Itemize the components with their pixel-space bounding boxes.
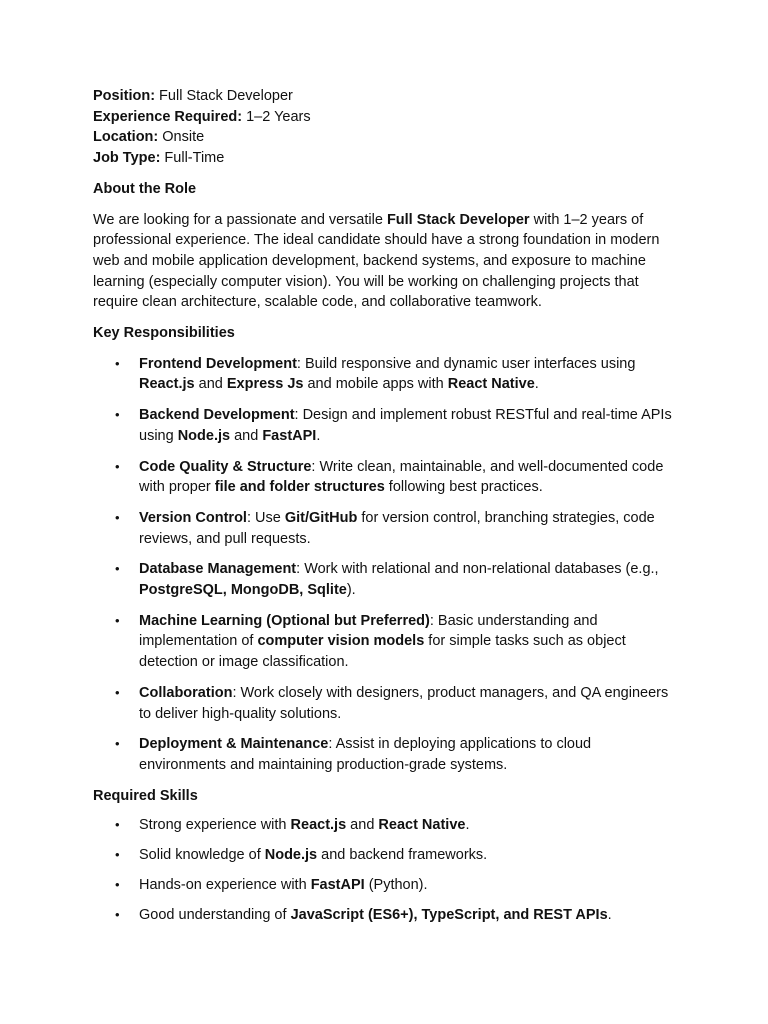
responsibilities-list — [93, 354, 675, 776]
job-type-line — [93, 148, 675, 169]
text: : Write clean, maintainable, and well-documented code with proper — [139, 458, 664, 496]
bold-text: Collaboration — [139, 684, 233, 701]
skill-item — [93, 905, 675, 926]
bold-text: React.js — [290, 817, 347, 834]
bold-text: Git/GitHub — [284, 509, 358, 526]
bold-text: Node.js — [264, 847, 318, 864]
bold-text: React Native — [378, 817, 466, 834]
bold-text: Database Management — [139, 561, 297, 578]
text: : Basic understanding and implementation of — [139, 612, 598, 650]
skills-list — [93, 815, 675, 925]
experience-value: 1–2 Years — [242, 108, 311, 125]
text: : Use — [246, 509, 285, 526]
experience-line — [93, 107, 675, 128]
responsibilities-heading: Key Responsibilities — [93, 325, 235, 342]
about-paragraph — [93, 210, 675, 314]
bold-text: JavaScript (ES6+), TypeScript, and REST APIs — [290, 906, 608, 923]
text: Strong experience with — [139, 817, 291, 834]
skill-item — [93, 815, 675, 836]
text: : Assist in deploying applications to cloud environments and maintaining production-grade systems. — [139, 736, 592, 773]
text: . — [465, 817, 470, 834]
bullet-icon: • — [115, 355, 120, 371]
job-type-value: Full-Time — [160, 150, 225, 167]
bold-text: Node.js — [177, 427, 231, 444]
responsibility-item — [93, 354, 675, 395]
bold-text: PostgreSQL, MongoDB, Sqlite — [139, 582, 347, 599]
location-line — [93, 127, 675, 148]
text: ). — [346, 582, 356, 599]
location-value: Onsite — [158, 129, 205, 146]
text: . — [607, 906, 612, 923]
bold-text: Express Js — [226, 376, 304, 393]
text: Hands-on experience with — [139, 876, 311, 893]
bold-text: Code Quality & Structure — [139, 458, 312, 475]
text: and — [194, 376, 227, 393]
responsibility-item — [93, 559, 675, 600]
about-text-bold: Full Stack Developer — [386, 211, 530, 228]
responsibility-item — [93, 405, 675, 446]
text: and backend frameworks. — [317, 847, 488, 864]
position-label: Position: — [93, 88, 156, 104]
responsibility-item — [93, 508, 675, 549]
bullet-icon: • — [115, 847, 120, 863]
about-text-1: We are looking for a passionate and versatile — [93, 211, 387, 228]
bullet-icon: • — [115, 509, 120, 525]
job-type-label: Job Type: — [93, 150, 161, 167]
text: following best practices. — [384, 479, 543, 496]
text: : Work with relational and non-relational databases (e.g., — [296, 561, 659, 578]
bold-text: file and folder structures — [214, 479, 385, 496]
text: : Work closely with designers, product managers, and QA engineers to deliver high-quality solutions. — [139, 684, 669, 722]
bullet-icon: • — [115, 906, 120, 922]
text: for version control, branching strategies, code reviews, and pull requests. — [139, 509, 655, 547]
bold-text: Version Control — [139, 509, 247, 526]
responsibility-item — [93, 683, 675, 724]
text: (Python). — [364, 876, 428, 893]
skill-item — [93, 875, 675, 896]
bullet-icon: • — [115, 736, 120, 752]
text: and — [346, 817, 379, 834]
bold-text: Frontend Development — [139, 355, 297, 372]
bullet-icon: • — [115, 612, 120, 628]
bullet-icon: • — [115, 561, 120, 577]
bold-text: React Native — [447, 376, 535, 393]
location-label: Location: — [93, 129, 159, 146]
bold-text: React.js — [139, 376, 195, 393]
experience-label: Experience Required: — [93, 108, 243, 125]
bullet-icon: • — [115, 458, 120, 474]
bold-text: FastAPI — [262, 427, 317, 444]
text: . — [534, 376, 539, 393]
about-heading: About the Role — [93, 180, 197, 197]
bullet-icon: • — [115, 684, 120, 700]
position-line — [93, 86, 675, 107]
text: . — [316, 427, 321, 444]
skills-heading: Required Skills — [93, 787, 198, 804]
text: : Build responsive and dynamic user interfaces using — [296, 355, 636, 372]
bullet-icon: • — [115, 876, 120, 892]
text: : Design and implement robust RESTful and real-time APIs using — [139, 407, 672, 444]
skill-item — [93, 845, 675, 866]
bullet-icon: • — [115, 407, 120, 423]
text: and — [230, 427, 263, 444]
about-text-2: with 1–2 years of professional experience. The ideal candidate should have a strong foundation in modern web and mobile application development, backend systems, and exposure to machine learning (especially computer vision). You will be working on challenging projects that require clean architecture, scalable code, and collaborative teamwork. — [93, 211, 660, 311]
text: Solid knowledge of — [139, 847, 265, 864]
position-value: Full Stack Developer — [155, 88, 293, 104]
text: and mobile apps with — [303, 376, 448, 393]
bullet-icon: • — [115, 817, 120, 833]
bold-text: FastAPI — [310, 876, 365, 893]
text: for simple tasks such as object detection or image classification. — [139, 633, 626, 671]
bold-text: Deployment & Maintenance — [139, 736, 329, 753]
bold-text: Backend Development — [139, 407, 295, 424]
responsibility-item — [93, 611, 675, 673]
responsibility-item — [93, 734, 675, 775]
text: Good understanding of — [139, 906, 291, 923]
responsibility-item — [93, 457, 675, 498]
job-description — [93, 86, 675, 925]
bold-text: computer vision models — [257, 633, 425, 650]
bold-text: Machine Learning (Optional but Preferred) — [139, 612, 430, 629]
